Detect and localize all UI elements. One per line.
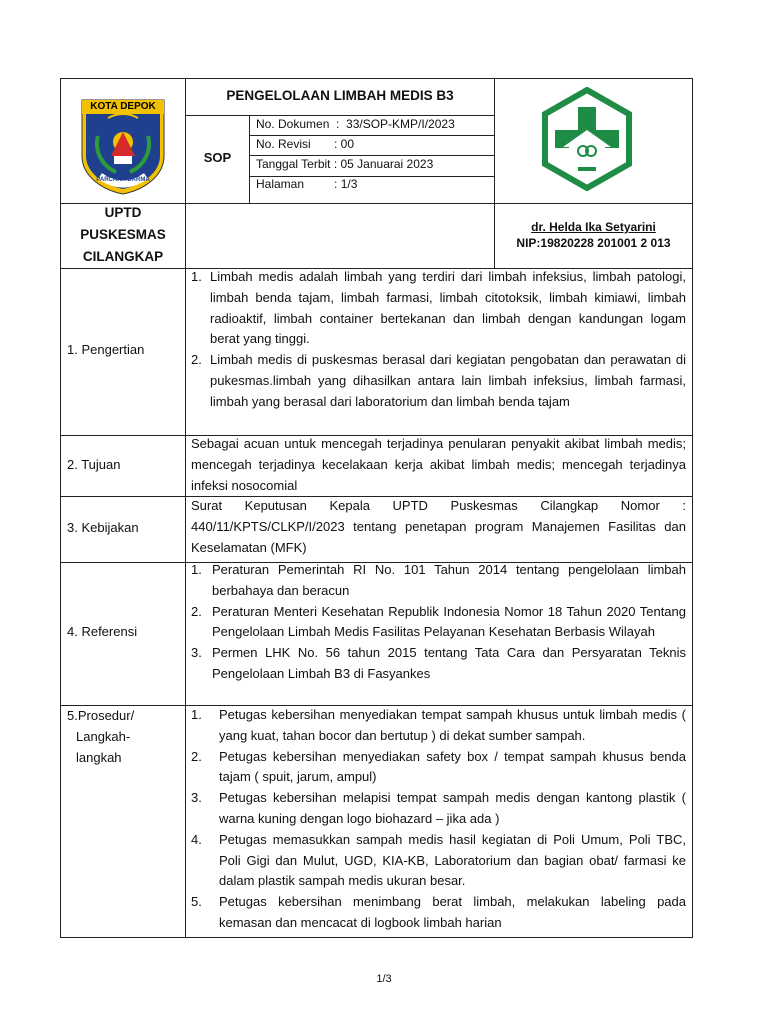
list-item	[191, 560, 686, 602]
list-item-text: Limbah medis di puskesmas berasal dari kegiatan pengobatan dan perawatan di pukesmas.limbah yang dihasilkan antara lain limbah infeksius, limbah farmasi, limbah yang berasal dari laboratorium dan limbah benda tajam	[210, 352, 686, 409]
list-item-number: 3.	[191, 790, 202, 806]
list-item-number: 1.	[191, 269, 202, 284]
list-item	[191, 788, 686, 830]
list-item-number: 3.	[191, 645, 202, 661]
list-item-number: 4.	[191, 831, 202, 847]
list-item	[191, 705, 686, 747]
tujuan-text: Sebagai acuan untuk mencegah terjadinya penularan penyakit akibat limbah medis; mencegah terjadinya kecelakaan kerja akibat limbah medis; mencegah terjadinya infeksi nosocomial	[191, 436, 686, 493]
border-right	[692, 78, 693, 938]
section-label-tujuan: 2. Tujuan	[67, 457, 121, 472]
list-item-text: Permen LHK No. 56 tahun 2015 tentang Tata Cara dan Persyaratan Teknis Pengelolaan Limbah B3 di Fasyankes	[212, 645, 686, 681]
list-item-text: Petugas kebersihan menyediakan tempat sampah khusus untuk limbah medis ( yang kuat, tahan bocor dan bertutup ) di dekat sumber sampah.	[219, 707, 686, 743]
list-item-text: Petugas memasukkan sampah medis hasil kegiatan di Poli Umum, Poli TBC, Poli Gigi dan Mulut, UGD, KIA-KB, Laboratorium dan bagian obat/ farmasi ke dalam plastik sampah medis ukuran besar.	[219, 831, 686, 889]
list-item-number: 2.	[191, 748, 202, 764]
page-number-footer: 1/3	[376, 973, 392, 985]
doc-number: No. Dokumen : 33/SOP-KMP/I/2023	[256, 117, 455, 131]
list-item-number: 1.	[191, 707, 202, 722]
revision-number: No. Revisi : 00	[256, 137, 355, 151]
signer-name: dr. Helda Ika Setyarini	[531, 220, 656, 234]
list-item-number: 2.	[191, 352, 202, 368]
border-bottom	[60, 937, 693, 938]
list-item-text: Petugas kebersihan melapisi tempat sampah medis dengan kantong plastik ( warna kuning dengan logo biohazard – jika ada )	[219, 790, 686, 826]
section-label-referensi: 4. Referensi	[67, 624, 138, 639]
city-logo-motto: PARCARA DARMA	[96, 177, 150, 183]
list-item-text: Peraturan Menteri Kesehatan Republik Indonesia Nomor 18 Tahun 2020 Tentang Pengelolaan Limbah Medis Fasilitas Pelayanan Kesehatan Berbasis Wilayah	[212, 603, 686, 640]
list-item	[191, 267, 686, 350]
section-label-kebijakan: 3. Kebijakan	[67, 520, 139, 535]
list-item-text: Limbah medis adalah limbah yang terdiri dari limbah infeksius, limbah patologi, limbah benda tajam, limbah farmasi, limbah citotoksik, limbah kimiawi, limbah radioaktif, limbah container bertekanan dan limbah dengan kandungan logam berat yang tinggi.	[210, 269, 686, 347]
list-item-text: Petugas kebersihan menimbang berat limbah, melakukan labeling pada kemasan dan mencacat di logbook limbah harian	[219, 894, 686, 930]
list-item-number: 5.	[191, 894, 202, 910]
list-item-number: 1.	[191, 562, 202, 577]
prosedur-list	[191, 705, 686, 934]
list-item	[191, 892, 686, 934]
section-label-pengertian: 1. Pengertian	[67, 342, 145, 357]
city-logo-text: KOTA DEPOK	[90, 101, 156, 112]
page-info: Halaman : 1/3	[256, 177, 358, 191]
org-name-line2: PUSKESMAS	[80, 227, 166, 242]
list-item	[191, 643, 686, 685]
org-name-line1: UPTD	[104, 205, 142, 220]
sop-label: SOP	[203, 150, 232, 165]
list-item-text: Peraturan Pemerintah RI No. 101 Tahun 2014 tentang pengelolaan limbah berbahaya dan beracun	[212, 562, 686, 598]
section-label-prosedur-line2: Langkah-	[76, 729, 131, 744]
puskesmas-logo	[541, 87, 633, 191]
referensi-list	[191, 560, 686, 685]
list-item	[191, 747, 686, 789]
puskesmas-logo-icon	[541, 87, 633, 191]
pengertian-list	[191, 267, 686, 413]
org-name-line3: CILANGKAP	[82, 249, 164, 264]
list-item-number: 2.	[191, 603, 202, 619]
city-depok-logo	[78, 96, 168, 196]
list-item	[191, 350, 686, 412]
border-label-col	[185, 78, 186, 938]
border-sop-col	[249, 115, 250, 203]
section-label-prosedur-line1: 5.Prosedur/	[67, 708, 135, 723]
signer-nip: NIP:19820228 201001 2 013	[516, 236, 671, 250]
issue-date: Tanggal Terbit : 05 Januarai 2023	[256, 157, 434, 171]
kebijakan-text: Surat Keputusan Kepala UPTD Puskesmas Cilangkap Nomor : 440/11/KPTS/CLKP/I/2023 tentang penetapan program Manajemen Fasilitas dan Keselamatan (MFK)	[191, 498, 686, 555]
border-top	[60, 78, 693, 79]
section-label-prosedur-line3: langkah	[76, 750, 122, 765]
list-item-text: Petugas kebersihan menyediakan safety box / tempat sampah khusus benda tajam ( spuit, jarum, ampul)	[219, 748, 686, 785]
document-title: PENGELOLAAN LIMBAH MEDIS B3	[226, 88, 454, 103]
list-item	[191, 602, 686, 644]
list-item	[191, 830, 686, 892]
